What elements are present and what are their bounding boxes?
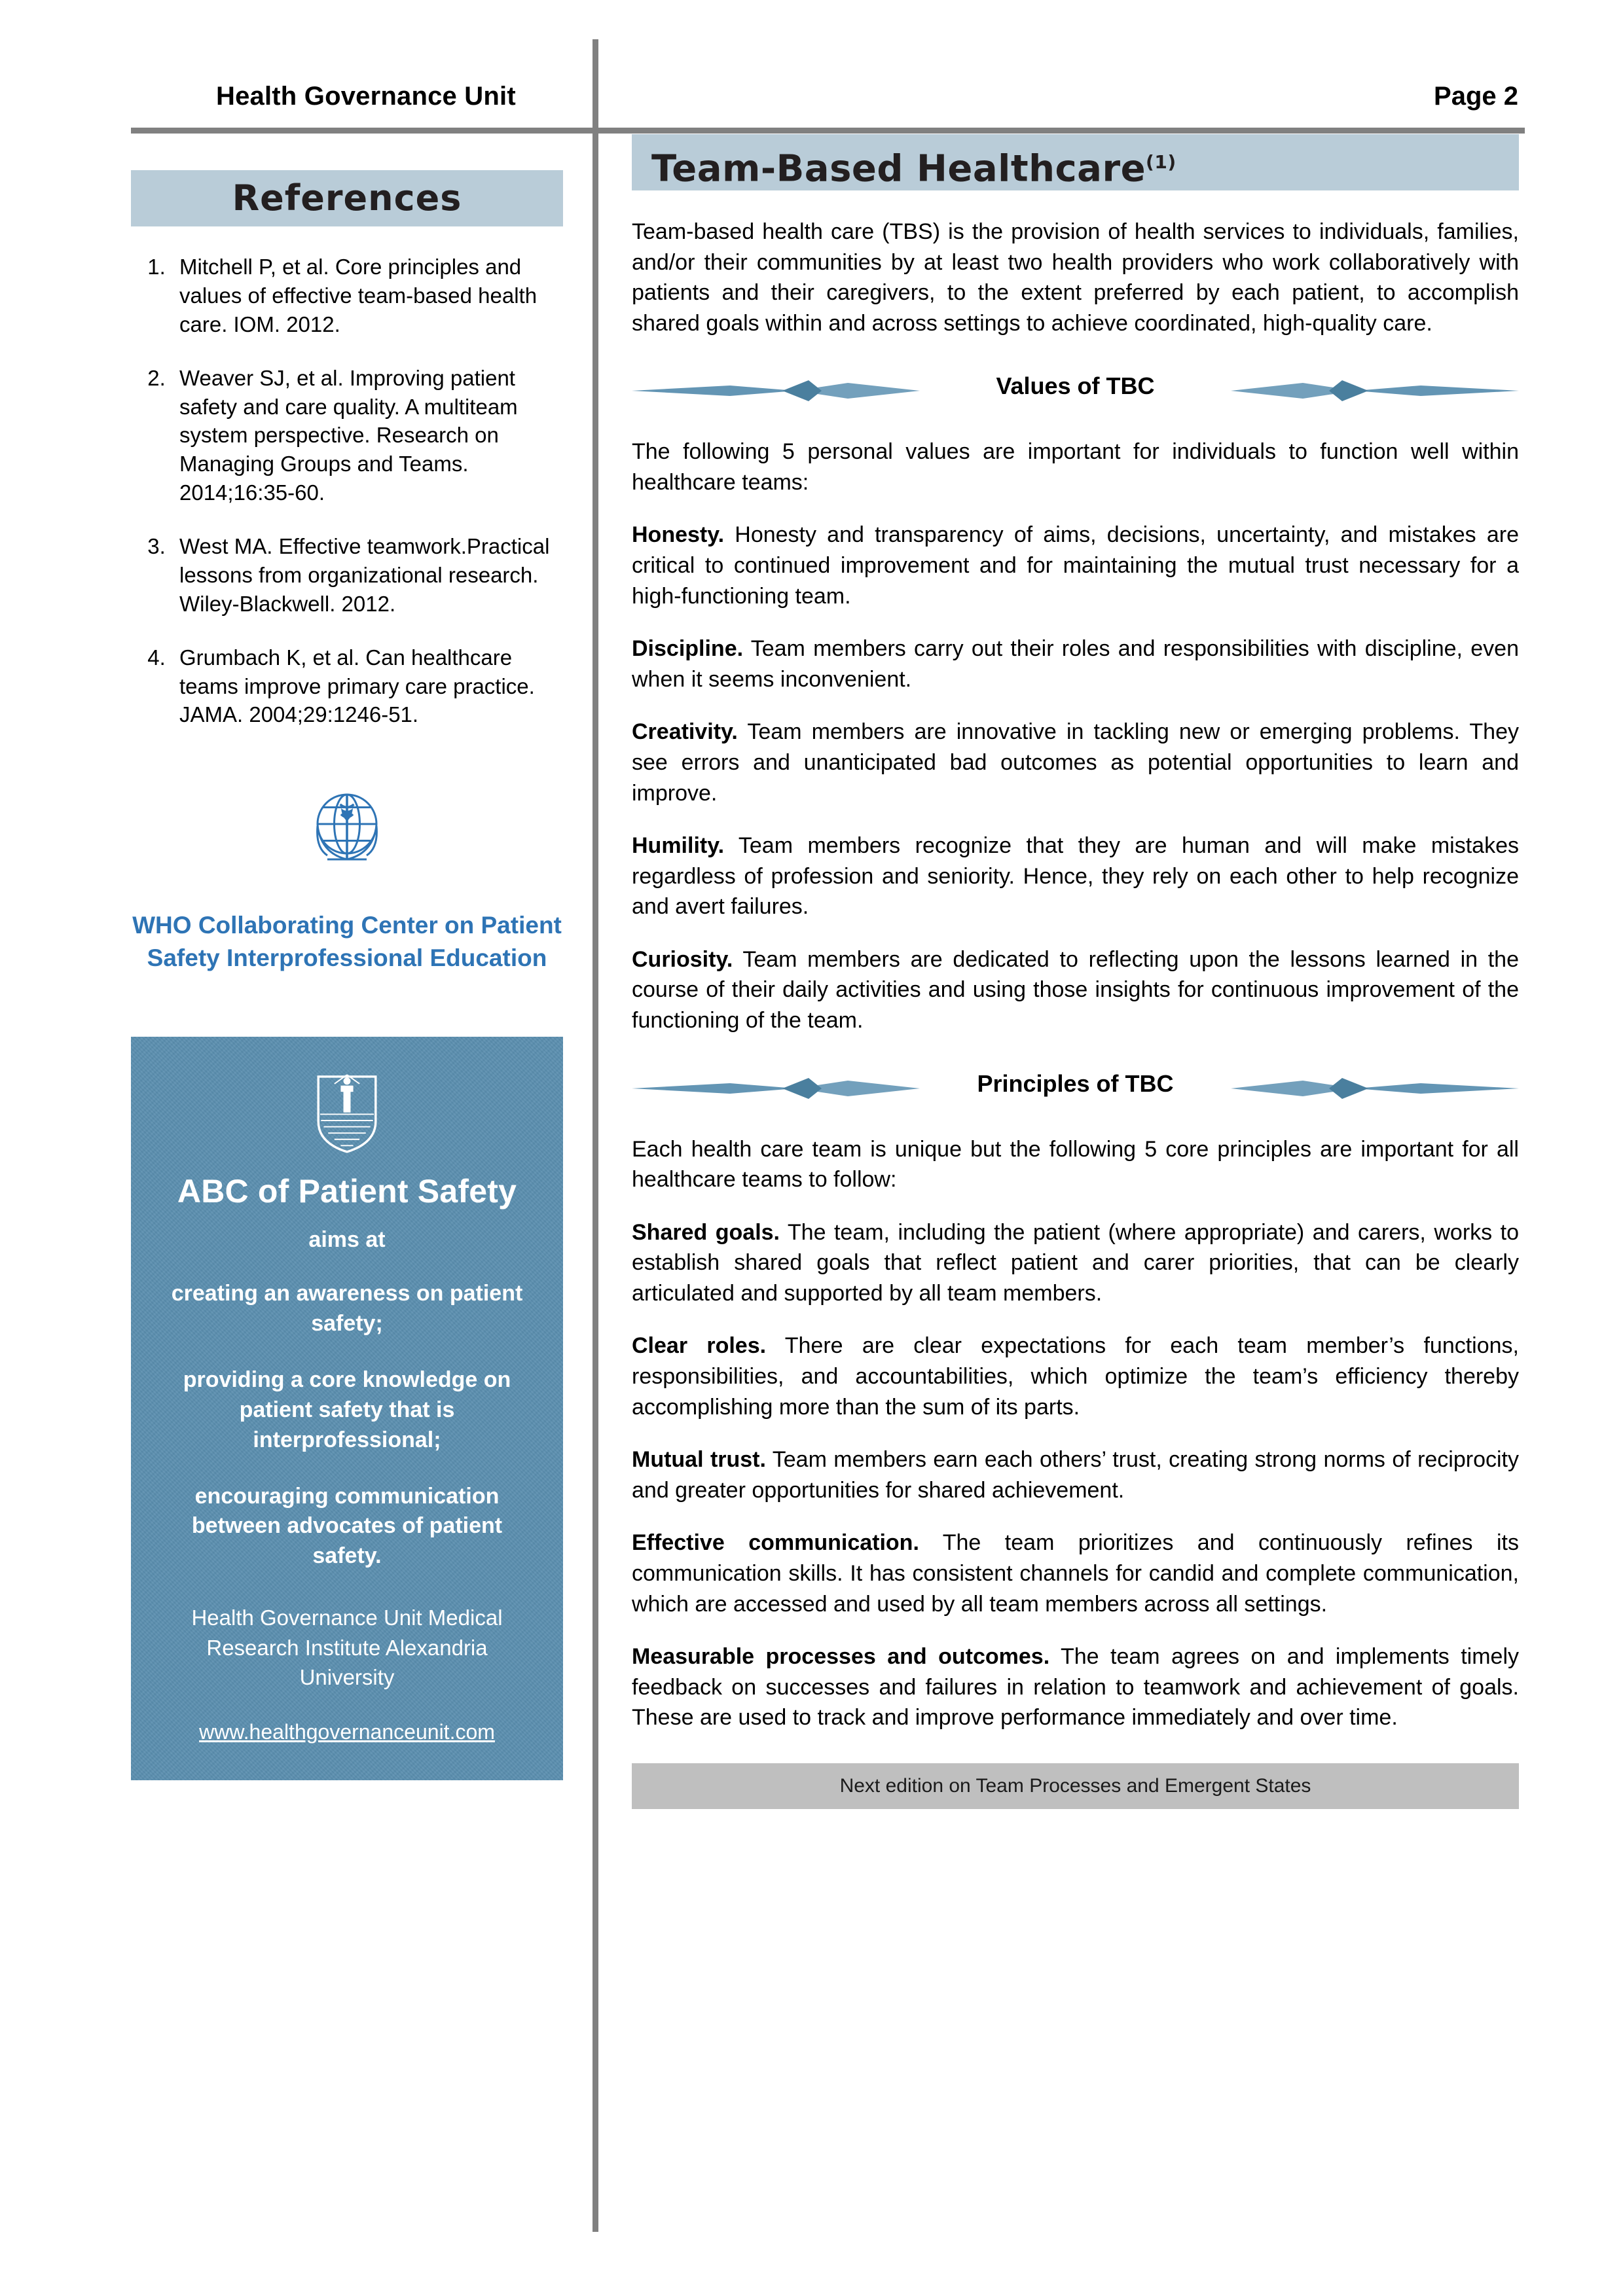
promo-item: providing a core knowledge on patient safety that is interprofessional; [183,1367,511,1452]
value-item [632,717,1519,808]
value-text: Honesty and transparency of aims, decisions, uncertainty, and mistakes are critical to continued improvement and for maintaining the mutual trust necessary for a high-functioning team. [632,522,1519,609]
principle-text: There are clear expectations for each team member’s functions, responsibilities, and accountabilities, which optimize the team’s efficiency thereby accomplishing more than the sum of its parts. [632,1333,1520,1420]
principles-heading-row [632,1066,1519,1112]
who-caption: WHO Collaborating Center on Patient Safety Interprofessional Education [132,912,562,972]
article-title-bar [632,134,1519,190]
principles-intro: Each health care team is unique but the following 5 core principles are important for all healthcare teams to follow: [632,1136,1519,1193]
principle-text: The team, including the patient (where appropriate) and carers, works to establish shared goals that reflect patient and carer priorities, that can be clearly articulated and supported by all team members. [632,1219,1519,1306]
principle-term: Shared goals. [632,1219,780,1245]
value-text: Team members are dedicated to reflecting upon the lessons learned in the course of their daily activities and using those insights for continuous improvement of the functioning of the team. [632,946,1519,1033]
value-item [632,520,1519,611]
principle-item [632,1331,1519,1422]
value-term: Creativity. [632,719,738,745]
who-emblem-icon [298,775,396,873]
article-title: Team-Based Healthcare [651,147,1146,190]
value-item [632,831,1519,922]
list-item: 4. Grumbach K, et al. Can healthcare teams improve primary care practice. JAMA. 2004;29:1246-51. [172,643,563,730]
value-term: Humility. [632,833,725,859]
promo-box [131,1037,563,1780]
header-page-number: Page 2 [1434,82,1518,111]
header-unit-name: Health Governance Unit [216,82,516,111]
value-text: Team members are innovative in tackling new or emerging problems. They see errors and unanticipated bad outcomes as potential opportunities to learn and improve. [632,719,1519,806]
promo-item: encouraging communication between advocates of patient safety. [191,1483,503,1569]
principle-item [632,1217,1519,1309]
principle-term: Mutual trust. [632,1447,766,1473]
article-column [632,134,1519,1809]
references-list [131,253,563,729]
list-item: 2. Weaver SJ, et al. Improving patient safety and care quality. A multiteam system perspective. Research on Managing Groups and Teams. 2014;16:35-60. [172,364,563,507]
header-divider [131,128,1525,134]
values-heading-row [632,368,1519,414]
value-item [632,944,1519,1036]
principle-text: The team agrees on and implements timely feedback on successes and failures in relation to teamwork and achievement of goals. These are used to track and improve performance immediately and over time. [632,1644,1520,1731]
principle-item [632,1528,1519,1619]
references-title: References [131,170,563,226]
principle-term: Measurable processes and outcomes. [632,1644,1050,1670]
ornament-left-icon [632,379,920,403]
who-logo-container [131,775,563,876]
principles-heading: Principles of TBC [962,1070,1188,1098]
principle-text: The team prioritizes and continuously refines its communication skills. It has consistent channels for candid and complete communication, which are accessed and used by all team members across all settings. [632,1530,1519,1617]
value-text: Team members recognize that they are human and will make mistakes regardless of profession and seniority. Hence, they rely on each other to help recognize and avert failures. [632,833,1519,920]
principle-term: Effective communication. [632,1530,919,1556]
values-intro: The following 5 personal values are important for individuals to function well within healthcare teams: [632,439,1519,495]
principle-item [632,1444,1519,1505]
value-term: Discipline. [632,636,744,662]
value-item [632,634,1519,694]
value-text: Team members carry out their roles and responsibilities with discipline, even when it seems inconvenient. [632,636,1519,692]
promo-website-link[interactable]: www.healthgovernanceunit.com [199,1719,495,1744]
university-crest-icon [311,1069,383,1155]
references-column [131,170,563,1780]
value-term: Curiosity. [632,946,733,972]
promo-aims-label: aims at [308,1227,386,1253]
values-heading: Values of TBC [981,372,1169,400]
promo-title: ABC of Patient Safety [177,1173,517,1210]
article-intro: Team-based health care (TBS) is the provision of health services to individuals, families, and/or their communities by at least two health providers who work collaboratively with patients and their caregivers, to the extent preferred by each patient, to accomplish shared goals within and across settings to achieve coordinated, high-quality care. [632,219,1519,336]
article-title-superscript: (1) [1146,151,1176,173]
promo-address: Health Governance Unit Medical Research Institute Alexandria University [191,1605,503,1690]
page-header [131,52,1525,131]
ornament-left-icon [632,1077,920,1100]
principle-term: Clear roles. [632,1333,767,1359]
principle-text: Team members earn each others’ trust, creating strong norms of reciprocity and greater opportunities for shared achievement. [632,1447,1520,1503]
university-crest-container [157,1069,537,1158]
list-item: 3. West MA. Effective teamwork.Practical lessons from organizational research. Wiley-Blackwell. 2012. [172,532,563,619]
promo-item: creating an awareness on patient safety; [171,1281,523,1336]
page-columns [0,134,1623,2296]
next-edition-note: Next edition on Team Processes and Emergent States [632,1763,1519,1809]
ornament-right-icon [1231,1077,1519,1100]
principle-item [632,1641,1519,1733]
value-term: Honesty. [632,522,725,548]
list-item: 1. Mitchell P, et al. Core principles and values of effective team-based health care. IOM. 2012. [172,253,563,339]
ornament-right-icon [1231,379,1519,403]
